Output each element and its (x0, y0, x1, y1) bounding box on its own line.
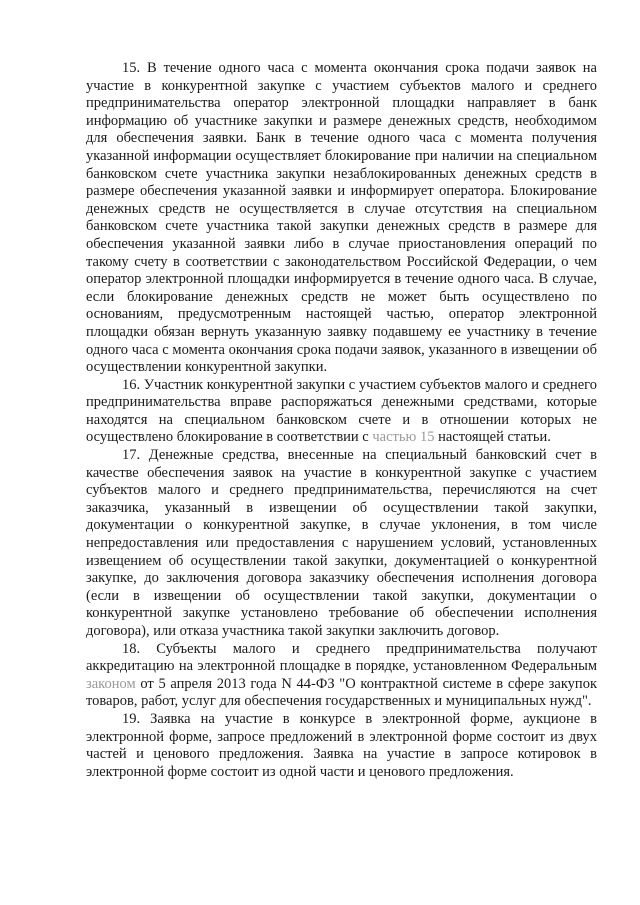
paragraph-18-text-before: 18. Субъекты малого и среднего предпринимательства получают аккредитацию на электронной площадке в порядке, установленном Федеральным (86, 640, 597, 675)
paragraph-18 (86, 641, 597, 711)
link-part-15[interactable]: частью 15 (372, 429, 435, 446)
paragraph-16-text-before: 16. Участник конкурентной закупки с участием субъектов малого и среднего предпринимательства вправе распоряжаться денежными средствами, которые находятся на специальном банковском счете и в отношении которых не осуществлено блокирование в соответствии с (86, 376, 597, 446)
paragraph-16 (86, 377, 597, 447)
paragraph-19: 19. Заявка на участие в конкурсе в электронной форме, аукционе в электронной форме, запросе предложений в электронной форме состоит из двух частей и ценового предложения. Заявка на участие в запросе котировок в электронной форме состоит из одной части и ценового предложения. (86, 710, 597, 780)
paragraph-17: 17. Денежные средства, внесенные на специальный банковский счет в качестве обеспечения заявок на участие в конкурентной закупке с участием субъектов малого и среднего предпринимательства, перечисляются на счет заказчика, указанный в извещении об осуществлении такой закупки, документации о конкурентной закупке, в случае уклонения, в том числе непредоставления или предоставления с нарушением условий, установленных извещением об осуществлении такой закупки, документацией о конкурентной закупке, до заключения договора заказчику обеспечения исполнения договора (если в извещении об осуществлении такой закупки, документации о конкурентной закупке установлено требование об обеспечении исполнения договора), или отказа участника такой закупки заключить договор. (86, 447, 597, 639)
paragraph-15: 15. В течение одного часа с момента окончания срока подачи заявок на участие в конкурентной закупке с участием субъектов малого и среднего предпринимательства оператор электронной площадки направляет в банк информацию об участнике закупки и размере денежных средств, необходимом для обеспечения заявки. Банк в течение одного часа с момента получения указанной информации осуществляет блокирование при наличии на специальном банковском счете участника закупки незаблокированных денежных средств в размере обеспечения указанной заявки и информирует оператора. Блокирование денежных средств не осуществляется в случае отсутствия на специальном банковском счете участника такой закупки денежных средств в размере для обеспечения указанной заявки либо в случае приостановления операций по такому счету в соответствии с законодательством Российской Федерации, о чем оператор электронной площадки информируется в течение одного часа. В случае, если блокирование денежных средств не может быть осуществлено по основаниям, предусмотренным настоящей частью, оператор электронной площадки обязан вернуть указанную заявку подавшему ее участнику в течение одного часа с момента окончания срока подачи заявок, указанного в извещении об осуществлении конкурентной закупки. (86, 60, 597, 376)
paragraph-18-text-after: от 5 апреля 2013 года N 44-ФЗ "О контрактной системе в сфере закупок товаров, работ, услуг для обеспечения государственных и муниципальных нужд". (86, 675, 597, 710)
document-page (86, 60, 597, 781)
paragraph-16-text-after: настоящей статьи. (434, 429, 551, 446)
link-federal-law[interactable]: законом (86, 675, 136, 692)
